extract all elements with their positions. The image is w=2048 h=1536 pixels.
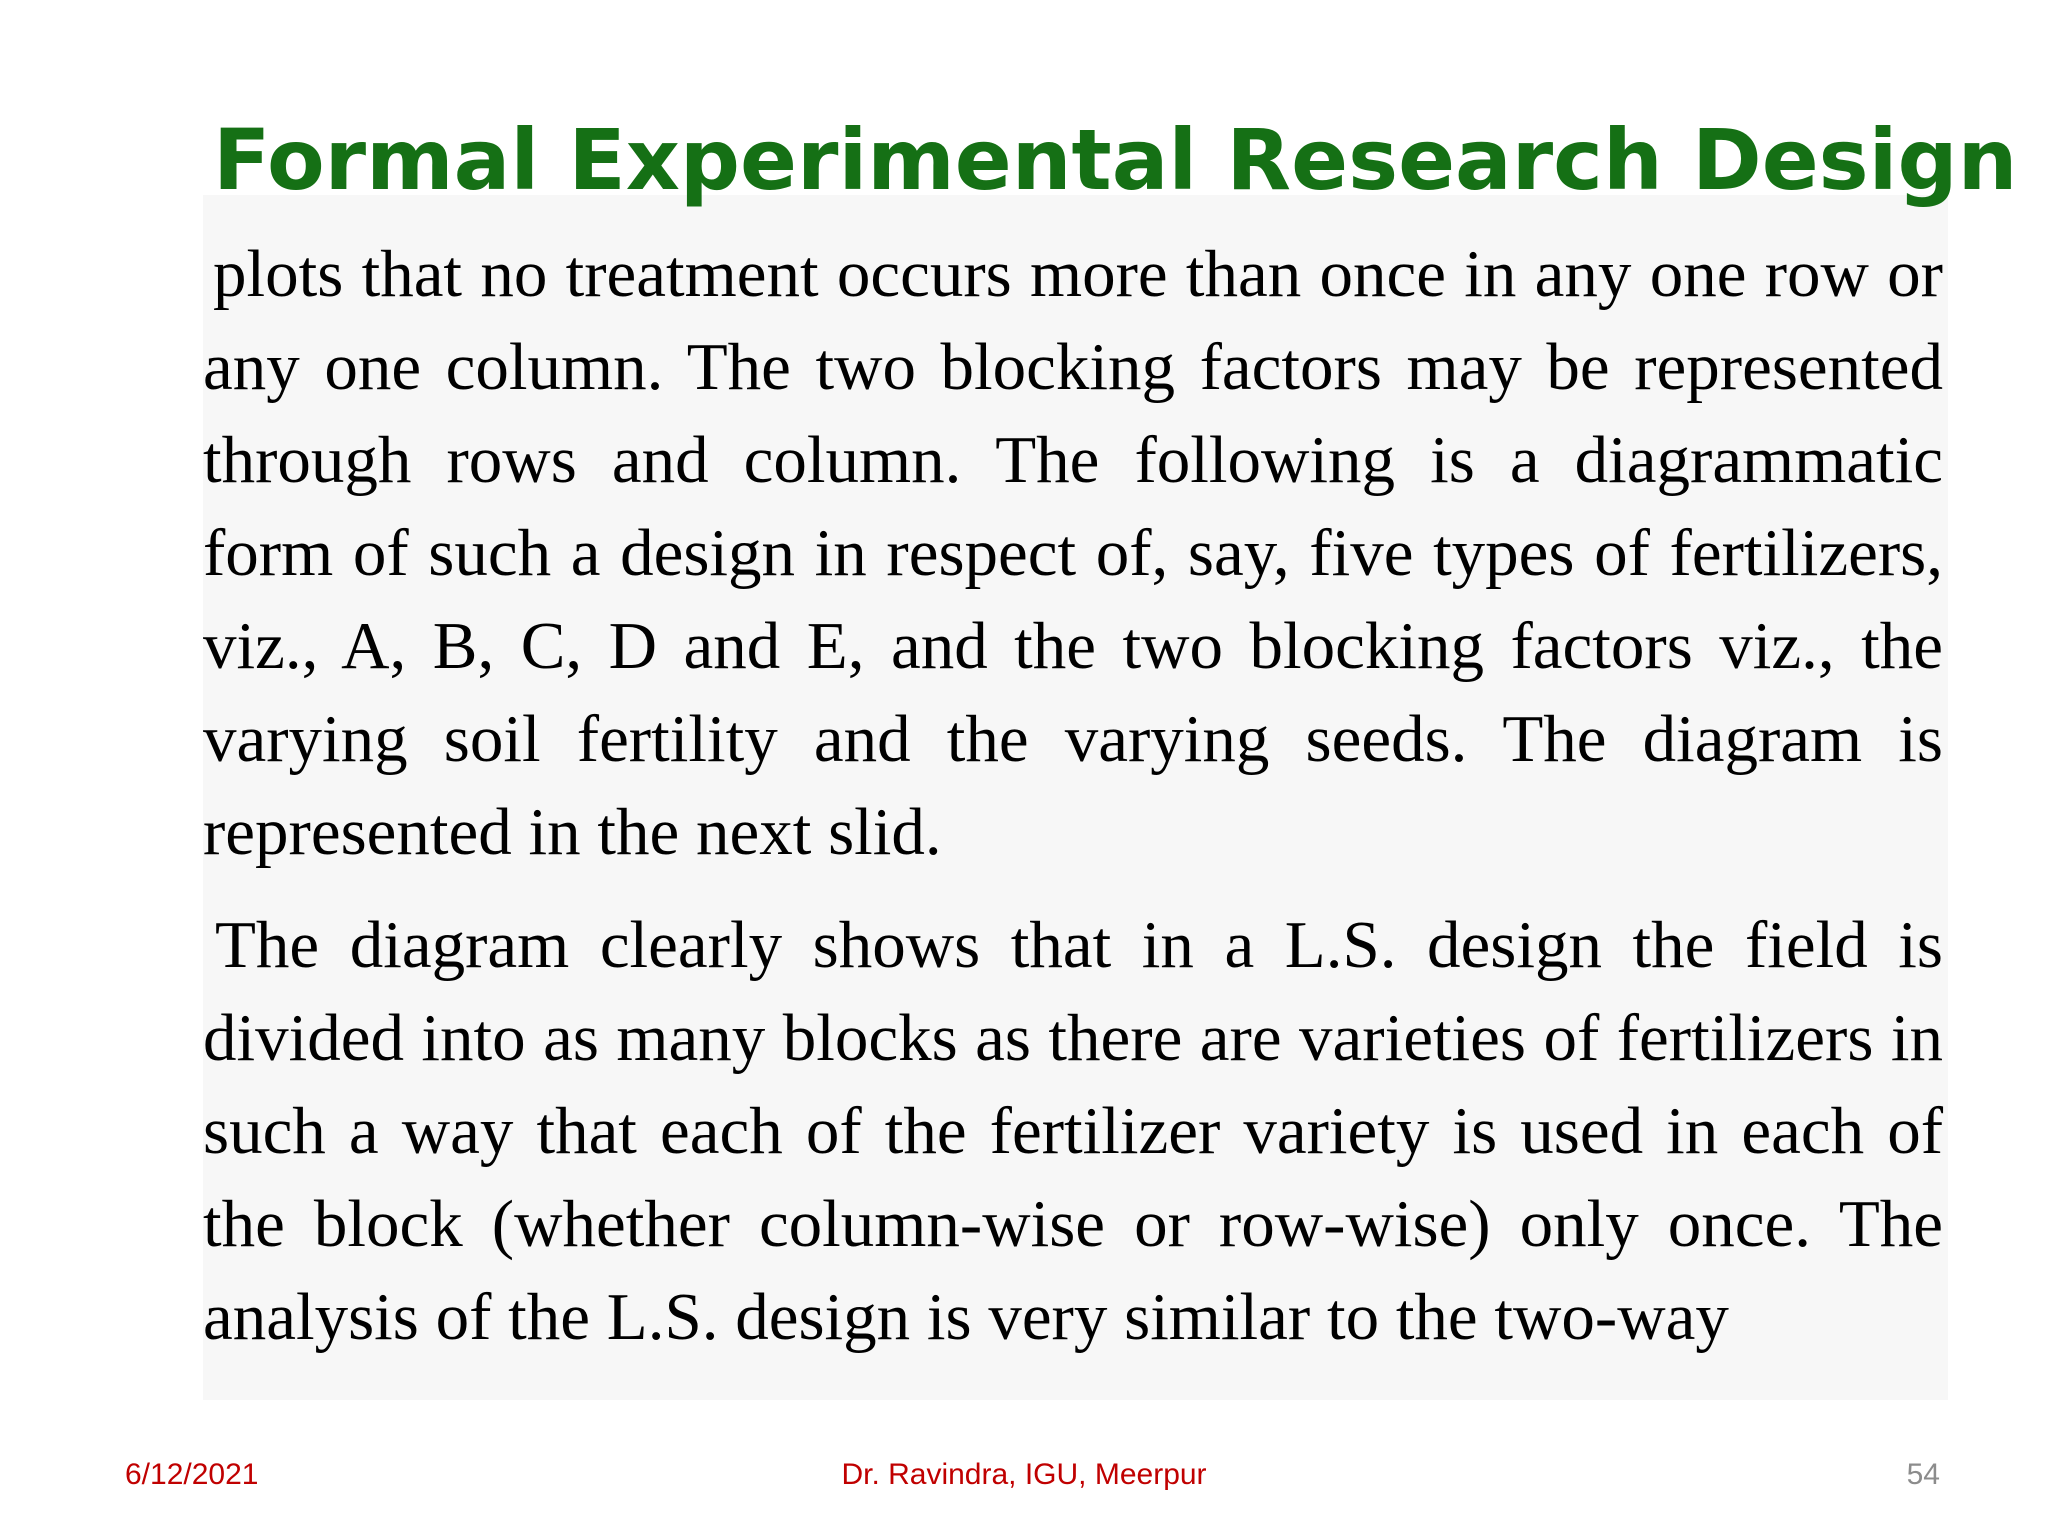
slide-title: Formal Experimental Research Design [213,111,2018,209]
body-paragraph-2: The diagram clearly shows that in a L.S. design the field is divided into as many blocks as there are varieties of fertilizers in such a way that each of the fertilizer variety is used in each of the block (whether column-wise or row-wise) only once. The analysis of the L.S. design is very similar to the two-way [203,908,1943,1354]
footer-date: 6/12/2021 [125,1458,259,1491]
footer-author: Dr. Ravindra, IGU, Meerpur [841,1458,1207,1491]
page-number: 54 [1906,1458,1940,1491]
slide-body [203,228,1943,1364]
body-paragraph-1: plots that no treatment occurs more than once in any one row or any one column. The two blocking factors may be represented through rows and column. The following is a diagrammatic form of such a design in respect of, say, five types of fertilizers, viz., A, B, C, D and E, and the two blocking factors viz., the varying soil fertility and the varying seeds. The diagram is represented in the next slid. [203,237,1943,869]
